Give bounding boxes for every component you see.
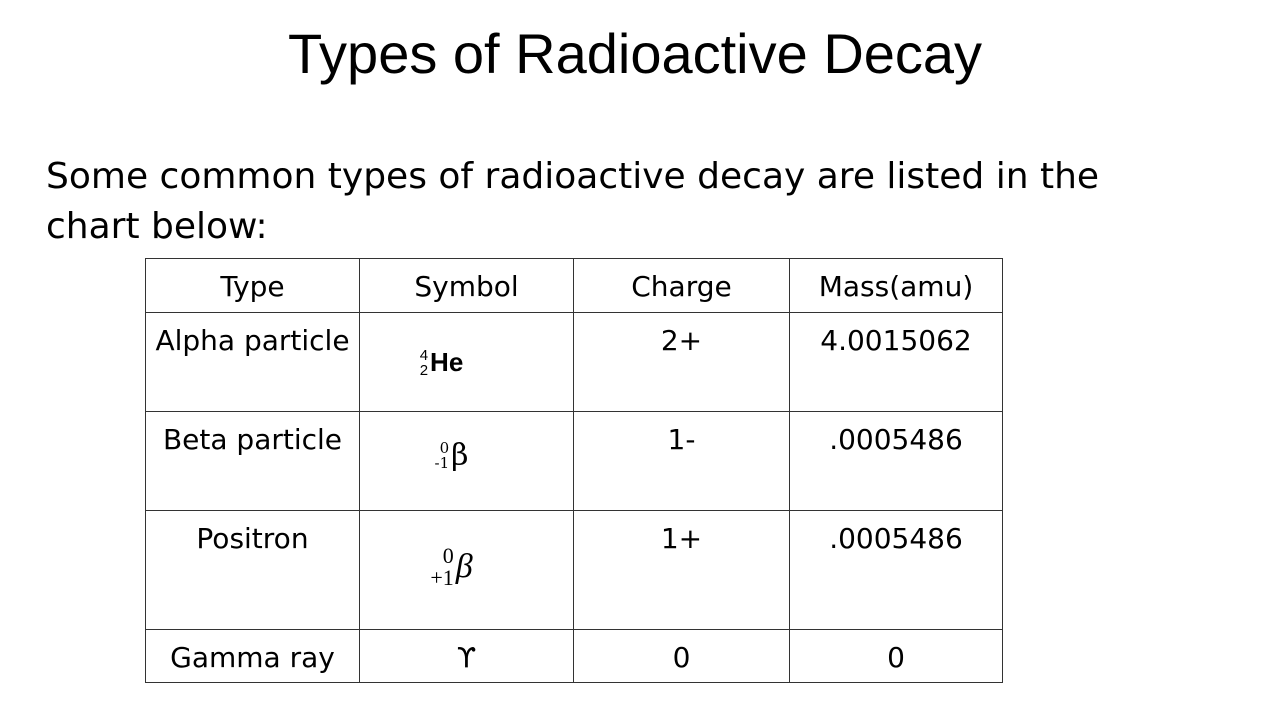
cell-charge-positron: 1+ <box>574 511 790 630</box>
cell-mass-beta: .0005486 <box>790 412 1003 511</box>
header-symbol: Symbol <box>360 259 574 313</box>
cell-charge-alpha: 2+ <box>574 313 790 412</box>
element-symbol: He <box>430 347 464 378</box>
table-row <box>146 630 1003 683</box>
cell-mass-positron: .0005486 <box>790 511 1003 630</box>
cell-type-alpha: Alpha particle <box>146 313 360 412</box>
gamma-symbol: ϒ <box>456 641 477 674</box>
charge-number: -1 <box>434 453 450 472</box>
cell-symbol-gamma <box>360 630 574 683</box>
helium-nuclide-symbol <box>420 339 464 384</box>
cell-type-gamma: Gamma ray <box>146 630 360 683</box>
cell-mass-alpha: 4.0015062 <box>790 313 1003 412</box>
cell-charge-gamma: 0 <box>574 630 790 683</box>
beta-symbol: β <box>455 548 473 586</box>
cell-symbol-positron <box>360 511 574 630</box>
beta-symbol: β <box>451 438 469 473</box>
cell-mass-gamma: 0 <box>790 630 1003 683</box>
positron-symbol <box>430 543 472 589</box>
header-type: Type <box>146 259 360 313</box>
charge-number: +1 <box>430 564 454 590</box>
table-header-row <box>146 259 1003 313</box>
header-charge: Charge <box>574 259 790 313</box>
cell-type-positron: Positron <box>146 511 360 630</box>
atomic-number: 2 <box>419 361 429 379</box>
cell-type-beta: Beta particle <box>146 412 360 511</box>
mass-number: 4 <box>419 346 429 364</box>
table-row <box>146 511 1003 630</box>
mass-number: 0 <box>439 438 450 457</box>
cell-symbol-alpha <box>360 313 574 412</box>
mass-number: 0 <box>442 542 454 568</box>
header-mass: Mass(amu) <box>790 259 1003 313</box>
table-row <box>146 412 1003 511</box>
cell-symbol-beta <box>360 412 574 511</box>
beta-particle-symbol <box>435 432 469 477</box>
intro-text: Some common types of radioactive decay are listed in the chart below: <box>46 156 1100 247</box>
slide-title: Types of Radioactive Decay <box>287 22 983 85</box>
decay-types-table <box>145 258 1003 683</box>
cell-charge-beta: 1- <box>574 412 790 511</box>
table-row <box>146 313 1003 412</box>
